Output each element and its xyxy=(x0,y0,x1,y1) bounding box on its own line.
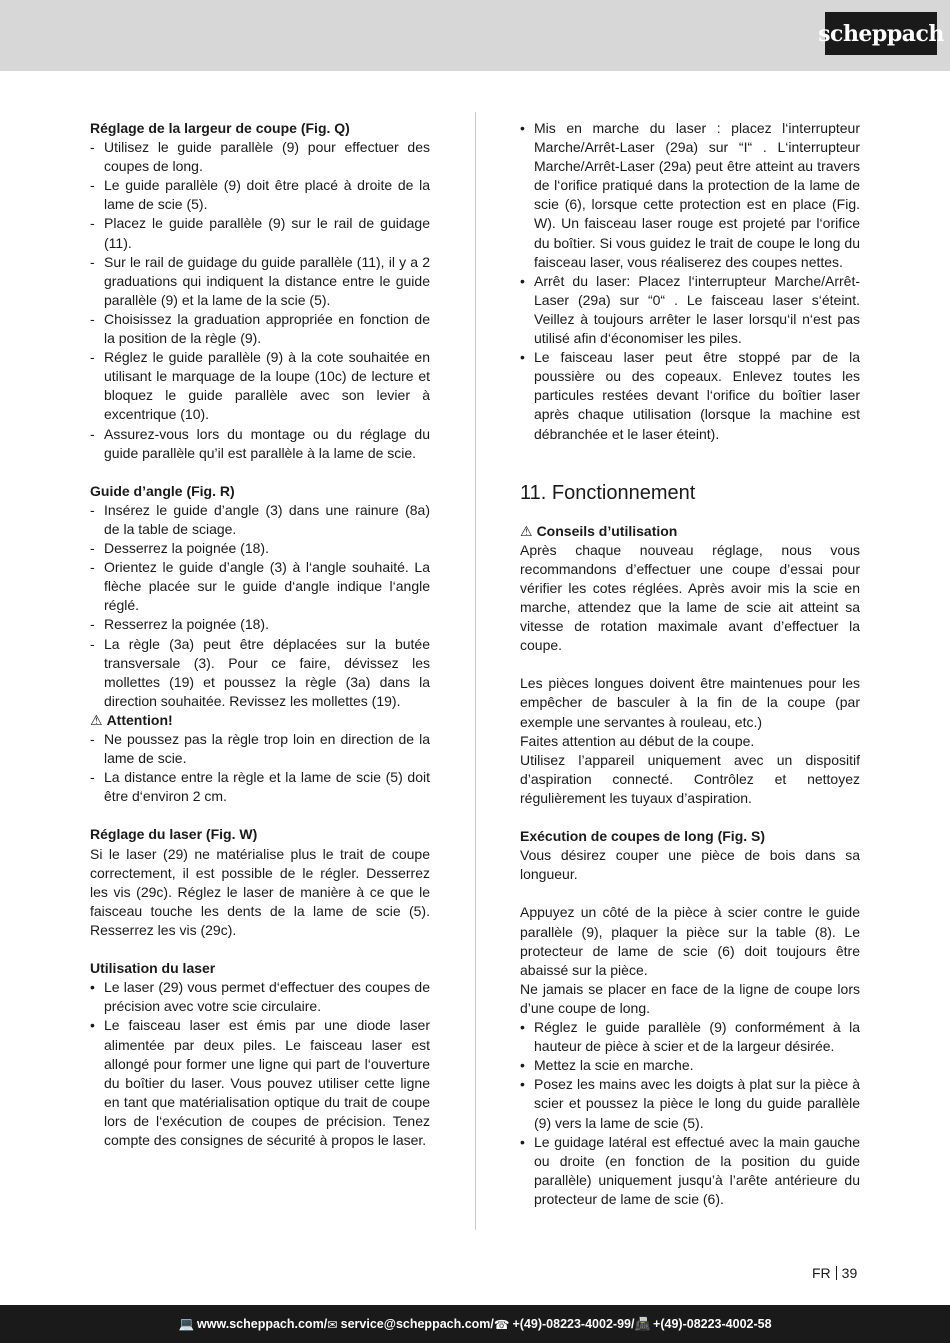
footer-email[interactable]: service@scheppach.com xyxy=(340,1317,491,1331)
brand-logo: scheppach xyxy=(825,12,937,55)
conseils-heading xyxy=(520,522,860,541)
footer-phone: +(49)-08223-4002-99 xyxy=(512,1317,631,1331)
conseils-title: Conseils d’utilisation xyxy=(536,522,678,539)
footer-separator: / xyxy=(323,1317,328,1331)
paragraph: Utilisez l’appareil uniquement avec un dispositif d’aspiration connecté. Contrôlez et nettoyez régulièrement les tuyaux d’aspiration. xyxy=(520,751,860,806)
list-item: - Réglez le guide parallèle (9) à la cote souhaitée en utilisant le marquage de la loupe (10c) de lecture et bloquez le guide parallèle avec son levier à excentrique (10). xyxy=(90,348,430,424)
list-item: - Sur le rail de guidage du guide parallèle (11), il y a 2 graduations qui indiquent la distance entre le guide parallèle (9) et la lame de la scie (5). xyxy=(90,253,430,310)
list-item: • Posez les mains avec les doigts à plat sur la pièce à scier et poussez la pièce le long du guide parallèle (9) vers la lame de scie (5). xyxy=(520,1075,860,1132)
section-heading-fonctionnement xyxy=(520,480,860,506)
list-item: - Le guide parallèle (9) doit être placé à droite de la lame de scie (5). xyxy=(90,176,430,214)
list-item: - Ne poussez pas la règle trop loin en direction de la lame de scie. xyxy=(90,730,430,768)
right-column xyxy=(520,119,860,1209)
attention-heading xyxy=(90,711,430,730)
paragraph: Faites attention au début de la coupe. xyxy=(520,732,755,749)
section-title-cut-width: Réglage de la largeur de coupe (Fig. Q) xyxy=(90,120,350,136)
footer-fax: +(49)-08223-4002-58 xyxy=(653,1317,772,1331)
list-item: - Orientez le guide d’angle (3) à l‘angle souhaité. La flèche placée sur le guide d‘angle indique l‘angle réglé. xyxy=(90,558,430,615)
rip-cut-list xyxy=(520,1018,860,1209)
fax-icon: 📠 xyxy=(634,1316,651,1331)
footer-separator: / xyxy=(630,1317,635,1331)
list-item: • Mis en marche du laser : placez l‘interrupteur Marche/Arrêt-Laser (29a) sur “I“ . L‘interrupteur Marche/Arrêt-Laser (29a) peut être atteint au travers de l‘orifice pratiqué dans la protection de la lame de scie (6), lorsque cette protection est en place (Fig. W). Un faisceau laser rouge est projeté par l‘orifice du boîtier. Si vous guidez le trait de coupe le long du faisceau laser, vous réaliserez des coupes nettes. xyxy=(520,119,860,272)
list-item: • Réglez le guide parallèle (9) conformément à la hauteur de pièce à scier et de la largeur désirée. xyxy=(520,1018,860,1056)
list-item: - Utilisez le guide parallèle (9) pour effectuer des coupes de long. xyxy=(90,138,430,176)
list-item: • Le faisceau laser est émis par une diode laser alimentée par deux piles. Le faisceau laser est allongé pour former une ligne qui part de l‘ouverture du boîtier du laser. Vous pouvez utiliser cette ligne en tant que matérialisation optique du trait de coupe lors de l‘exécution de coupes de précision. Tenez compte des consignes de sécurité à propos le laser. xyxy=(90,1016,430,1150)
footer-contact-bar xyxy=(0,1305,950,1343)
list-item: - La règle (3a) peut être déplacées sur la butée transversale (3). Pour ce faire, dévissez les mollettes (19) et poussez la règle (3a) dans la direction souhaitée. Revissez les mollettes (19). xyxy=(90,635,430,711)
footer-website[interactable]: www.scheppach.com xyxy=(197,1317,324,1331)
angle-guide-list xyxy=(90,501,430,711)
list-item: - Placez le guide parallèle (9) sur le rail de guidage (11). xyxy=(90,214,430,252)
page-lang: FR xyxy=(812,1265,831,1281)
list-item: - Desserrez la poignée (18). xyxy=(90,539,430,558)
warning-icon: ⚠ xyxy=(90,711,103,728)
page-number xyxy=(812,1265,857,1281)
header-band xyxy=(0,0,950,71)
section-title: Fonctionnement xyxy=(551,481,696,504)
laser-operation-list xyxy=(520,119,860,444)
list-item: - Choisissez la graduation appropriée en fonction de la position de la règle (9). xyxy=(90,310,430,348)
list-item: • Le laser (29) vous permet d‘effectuer des coupes de précision avec votre scie circulaire. xyxy=(90,978,430,1016)
cut-width-list xyxy=(90,138,430,463)
left-column xyxy=(90,119,430,1150)
mail-icon: ✉ xyxy=(327,1317,338,1332)
computer-icon: 💻 xyxy=(178,1316,195,1331)
list-item: - Resserrez la poignée (18). xyxy=(90,615,430,634)
section-title-laser-adjust: Réglage du laser (Fig. W) xyxy=(90,826,258,843)
section-title-laser-use: Utilisation du laser xyxy=(90,960,216,977)
conseils-text: Après chaque nouveau réglage, nous vous recommandons d’effectuer une coupe d’essai pour vérifier les cotes réglées. Après avoir mis la scie en marche, attendez que la lame de scie ait atteint sa vitesse de rotation maximale avant d’effectuer la coupe. xyxy=(520,541,860,654)
paragraph: Vous désirez couper une pièce de bois dans sa longueur. xyxy=(520,847,860,883)
page-num: 39 xyxy=(841,1265,858,1281)
laser-use-list xyxy=(90,978,430,1150)
attention-label: Attention! xyxy=(106,711,173,728)
list-item: • Le guidage latéral est effectué avec la main gauche ou droite (en fonction de la position du guide parallèle) uniquement jusqu’à l’arête antérieure du protecteur de lame de scie (6). xyxy=(520,1133,860,1209)
list-item: • Arrêt du laser: Placez l‘interrupteur Marche/Arrêt-Laser (29a) sur “0“ . Le faisceau laser s‘éteint. Veillez à toujours arrêter le laser lorsqu‘il n‘est pas utilisé afin d‘économiser les piles. xyxy=(520,272,860,348)
section-title-rip-cuts: Exécution de coupes de long (Fig. S) xyxy=(520,828,766,845)
section-title-angle-guide: Guide d’angle (Fig. R) xyxy=(90,482,235,499)
paragraph: Les pièces longues doivent être maintenues pour les empêcher de basculer à la fin de la coupe (par exemple une servantes à rouleau, etc.) xyxy=(520,675,860,730)
column-divider xyxy=(475,112,476,1230)
paragraph: Appuyez un côté de la pièce à scier contre le guide parallèle (9), plaquer la pièce sur la table (8). Le protecteur de lame de scie (6) doit toujours être abaissé sur la pièce. xyxy=(520,904,860,978)
list-item: - Insérez le guide d’angle (3) dans une rainure (8a) de la table de sciage. xyxy=(90,501,430,539)
footer-separator: / xyxy=(490,1317,494,1331)
list-item: - La distance entre la règle et la lame de scie (5) doit être d‘environ 2 cm. xyxy=(90,768,430,806)
paragraph: Ne jamais se placer en face de la ligne de coupe lors d’une coupe de long. xyxy=(520,980,860,1016)
phone-icon: ☎ xyxy=(493,1317,510,1332)
list-item: - Assurez-vous lors du montage ou du réglage du guide parallèle qu’il est parallèle à la lame de scie. xyxy=(90,425,430,463)
warning-icon: ⚠ xyxy=(520,522,533,539)
laser-adjust-text: Si le laser (29) ne matérialise plus le trait de coupe correctement, il est possible de le régler. Desserrez les vis (29c). Réglez le laser de manière à ce que le faisceau touche les dents de la lame de scie (5). Resserrez les vis (29c). xyxy=(90,845,430,938)
list-item: • Le faisceau laser peut être stoppé par de la poussière ou des copeaux. Enlevez toutes les particules restées devant l‘orifice du boîtier laser après chaque utilisation (lorsque la machine est débranchée et le laser éteint). xyxy=(520,348,860,443)
attention-list xyxy=(90,730,430,806)
list-item: • Mettez la scie en marche. xyxy=(520,1056,860,1075)
section-number: 11. xyxy=(520,481,547,504)
